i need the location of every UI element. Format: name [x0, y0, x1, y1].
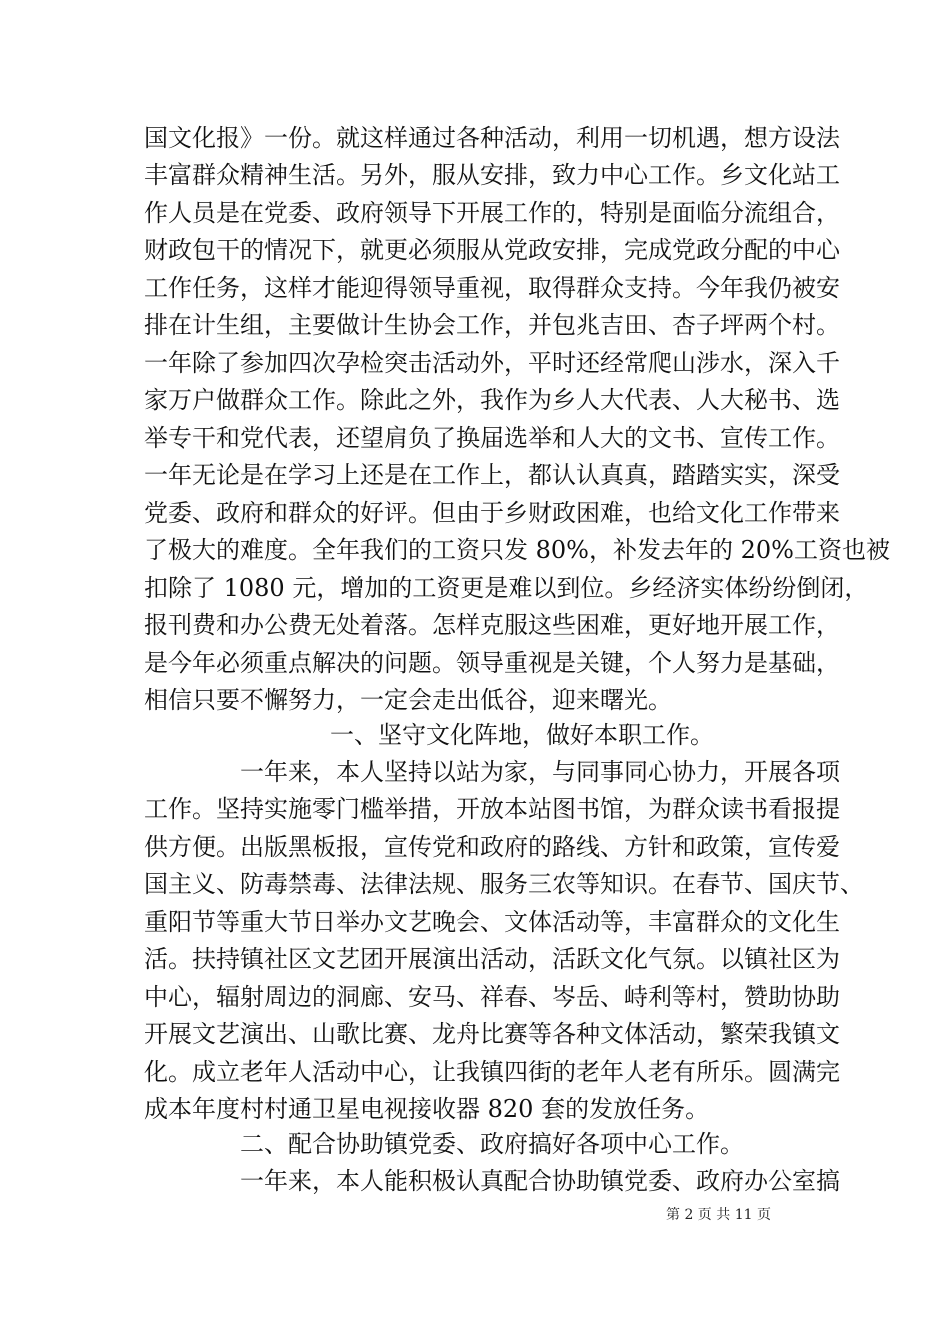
- text-line-8: 家万户做群众工作。除此之外，我作为乡人大代表、人大秘书、选: [144, 386, 840, 414]
- text-line-14: 报刊费和办公费无处着落。怎样克服这些困难，更好地开展工作，: [144, 611, 840, 639]
- text-line-20: 供方便。出版黑板报，宣传党和政府的路线、方针和政策，宣传爱: [144, 833, 840, 861]
- text-line-25: 开展文艺演出、山歌比赛、龙舟比赛等各种文体活动，繁荣我镇文: [144, 1020, 840, 1048]
- paragraph-start-1: 一年来，本人坚持以站为家，与同事同心协力，开展各项: [240, 758, 840, 786]
- text-line-21: 国主义、防毒禁毒、法律法规、服务三农等知识。在春节、国庆节、: [144, 870, 864, 898]
- text-line-23: 活。扶持镇社区文艺团开展演出活动，活跃文化气氛。以镇社区为: [144, 945, 840, 973]
- text-line-22: 重阳节等重大节日举办文艺晚会、文体活动等，丰富群众的文化生: [144, 908, 840, 936]
- section-heading-2: 二、配合协助镇党委、政府搞好各项中心工作。: [240, 1130, 744, 1158]
- text-line-6: 排在计生组，主要做计生协会工作，并包兆吉田、杏子坪两个村。: [144, 311, 840, 339]
- text-line-3: 作人员是在党委、政府领导下开展工作的，特别是面临分流组合，: [144, 199, 840, 227]
- page-number-footer: 第 2 页 共 11 页: [666, 1207, 771, 1223]
- text-line-26: 化。成立老年人活动中心，让我镇四街的老年人老有所乐。圆满完: [144, 1058, 840, 1086]
- paragraph-start-2: 一年来，本人能积极认真配合协助镇党委、政府办公室搞: [240, 1167, 840, 1195]
- text-line-11: 党委、政府和群众的好评。但由于乡财政困难，也给文化工作带来: [144, 499, 840, 527]
- text-line-12: 了极大的难度。全年我们的工资只发 80%，补发去年的 20%工资也被: [144, 536, 890, 564]
- text-line-13: 扣除了 1080 元，增加的工资更是难以到位。乡经济实体纷纷倒闭，: [144, 574, 869, 602]
- text-line-1: 国文化报》一份。就这样通过各种活动，利用一切机遇，想方设法: [144, 124, 840, 152]
- text-line-16: 相信只要不懈努力，一定会走出低谷，迎来曙光。: [144, 686, 672, 714]
- text-line-9: 举专干和党代表，还望肩负了换届选举和人大的文书、宣传工作。: [144, 424, 840, 452]
- text-line-5: 工作任务，这样才能迎得领导重视，取得群众支持。今年我仍被安: [144, 274, 840, 302]
- text-line-27: 成本年度村村通卫星电视接收器 820 套的发放任务。: [144, 1095, 710, 1123]
- text-line-7: 一年除了参加四次孕检突击活动外，平时还经常爬山涉水，深入千: [144, 349, 840, 377]
- text-line-2: 丰富群众精神生活。另外，服从安排，致力中心工作。乡文化站工: [144, 161, 840, 189]
- text-line-19: 工作。坚持实施零门槛举措，开放本站图书馆，为群众读书看报提: [144, 795, 840, 823]
- section-heading-1: 一、坚守文化阵地，做好本职工作。: [330, 721, 714, 749]
- text-line-24: 中心，辐射周边的洞廊、安马、祥春、岑岳、峙利等村，赞助协助: [144, 983, 840, 1011]
- text-line-15: 是今年必须重点解决的问题。领导重视是关键，个人努力是基础，: [144, 649, 840, 677]
- text-line-10: 一年无论是在学习上还是在工作上，都认认真真，踏踏实实，深受: [144, 461, 840, 489]
- text-line-4: 财政包干的情况下，就更必须服从党政安排，完成党政分配的中心: [144, 236, 840, 264]
